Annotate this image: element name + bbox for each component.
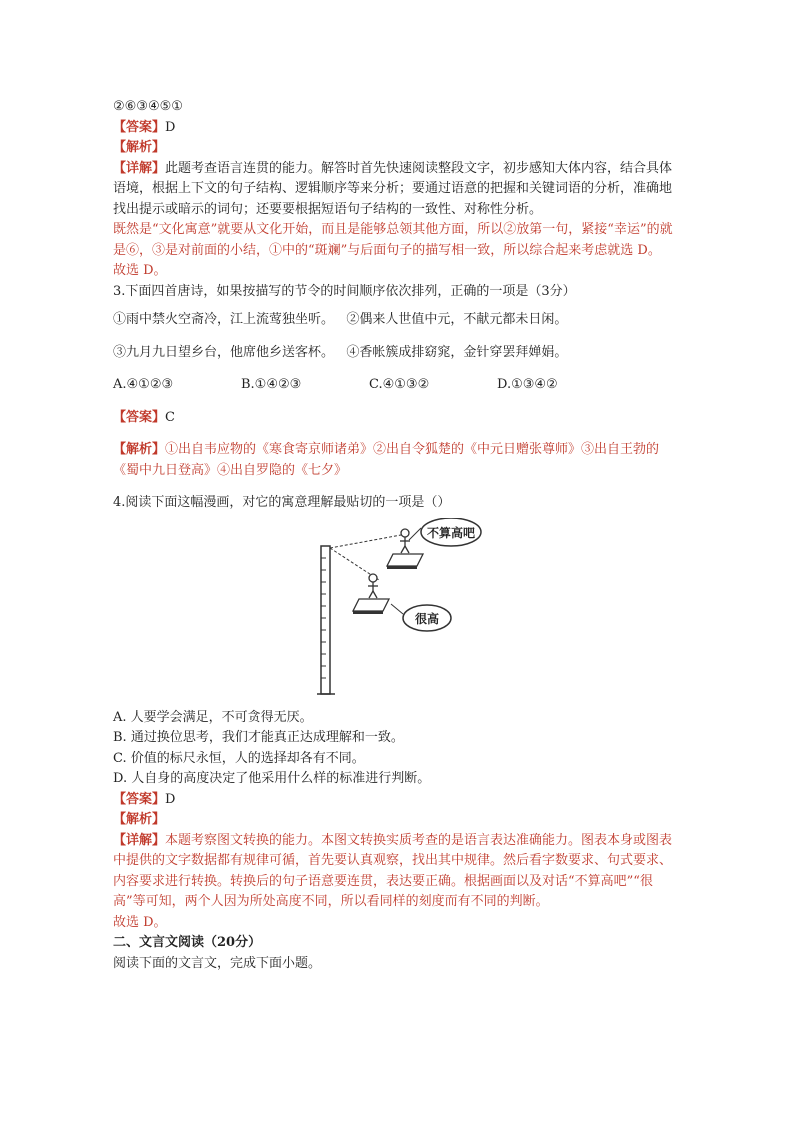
answer-tag: 【答案】: [113, 791, 166, 807]
poem-3: ③九月九日望乡台，他席他乡送客杯。: [113, 344, 335, 360]
q3-answer: [113, 408, 683, 429]
q2-detail: [113, 159, 683, 221]
q4-stem: 4.阅读下面这幅漫画，对它的寓意理解最贴切的一项是（）: [113, 495, 451, 510]
detail-text: 本题考察图文转换的能力。本图文转换实质考查的是语言表达准确能力。图表本身或图表中提供的文字数据都有规律可循，首先要认真观察，找出其中规律。然后看字数要求、句式要求、内容要求进行转换。转换后的句子语意要连贯，表达要正确。根据画面以及对话“不算高吧”“很高”等可知，两个人因为所处高度不同，所以看同样的刻度而有不同的判断。: [113, 832, 673, 909]
answer-tag: 【答案】: [113, 119, 166, 135]
q2-answer: [113, 118, 683, 139]
q2-conclusion: 故选 D。: [113, 263, 167, 278]
section-title: 二、文言文阅读（20分）: [113, 935, 262, 950]
cartoon-figure: [113, 518, 683, 708]
q4-option-c: C. 价值的标尺永恒，人的选择却各有不同。: [113, 750, 365, 766]
top-platform: [387, 554, 423, 566]
option-a: A.④①②③: [113, 377, 174, 392]
detail-tag: 【详解】: [113, 160, 166, 176]
poem-1: ①雨中禁火空斋冷，江上流莺独坐听。: [113, 312, 335, 327]
answer-value: C: [165, 409, 175, 425]
q4-option-b: B. 通过换位思考，我们才能真正达成理解和一致。: [113, 730, 404, 745]
q3-stem: 3.下面四首唐诗，如果按描写的节令的时间顺序依次排列，正确的一项是（3分）: [113, 283, 576, 299]
q4-detail: [113, 831, 683, 913]
document-page: [113, 97, 683, 974]
bubble-top-text: 不算高吧: [426, 525, 476, 540]
q4-conclusion: 故选 D。: [113, 914, 167, 930]
poem-4: ④香帐簇成排窈窕，金针穿罢拜婵娟。: [346, 344, 568, 360]
analysis-text: ①出自韦应物的《寒食寄京师诸弟》②出自令狐楚的《中元日赠张尊师》③出自王勃的《蜀中九日登高》④出自罗隐的《七夕》: [113, 442, 660, 478]
bottom-platform: [353, 599, 389, 611]
q3-options: [113, 375, 683, 396]
q4-answer: [113, 790, 683, 811]
q3-analysis: [113, 440, 683, 481]
poem-2: ②偶来人世值中元，不献元都未日闲。: [346, 312, 568, 327]
ruler-shape: [321, 546, 330, 694]
top-person: [401, 529, 409, 537]
analysis-tag: 【解析】: [113, 442, 166, 457]
q2-analysis-tag: 【解析】: [113, 140, 166, 155]
q4-analysis-tag: 【解析】: [113, 812, 166, 827]
bubble-bottom-text: 很高: [414, 611, 440, 626]
answer-tag: 【答案】: [113, 409, 166, 425]
option-b: B.①④②③: [241, 377, 302, 392]
section-instruction: 阅读下面的文言文，完成下面小题。: [113, 955, 322, 971]
answer-value: D: [165, 119, 176, 135]
detail-tag: 【详解】: [113, 832, 166, 848]
detail-text: 此题考查语言连贯的能力。解答时首先快速阅读整段文字，初步感知大体内容，结合具体语境，根据上下文的句子结构、逻辑顺序等来分析；要通过语意的把握和关键词语的分析，准确地找出提示或暗示的词句；还要要根据短语句子结构的一致性、对称性分析。: [113, 160, 673, 217]
order-sequence: ②⑥③④⑤①: [113, 99, 183, 114]
option-d: D.①③④②: [497, 377, 558, 392]
bottom-person: [369, 574, 377, 582]
answer-value: D: [165, 791, 176, 807]
q3-poems-row-2: [113, 343, 683, 364]
option-c: C.④①③②: [369, 377, 430, 392]
q4-option-a: A. 人要学会满足，不可贪得无厌。: [113, 709, 313, 725]
q4-option-d: D. 人自身的高度决定了他采用什么样的标准进行判断。: [113, 771, 431, 786]
cartoon-illustration: [313, 518, 483, 708]
q2-detail-2: 既然是“文化寓意”就要从文化开始，而且是能够总领其他方面，所以②放第一句，紧接“幸运”的就是⑥，③是对前面的小结，①中的“斑斓”与后面句子的描写相一致，所以综合起来考虑就选 D。: [113, 222, 673, 258]
q3-poems-row-1: [113, 310, 683, 331]
